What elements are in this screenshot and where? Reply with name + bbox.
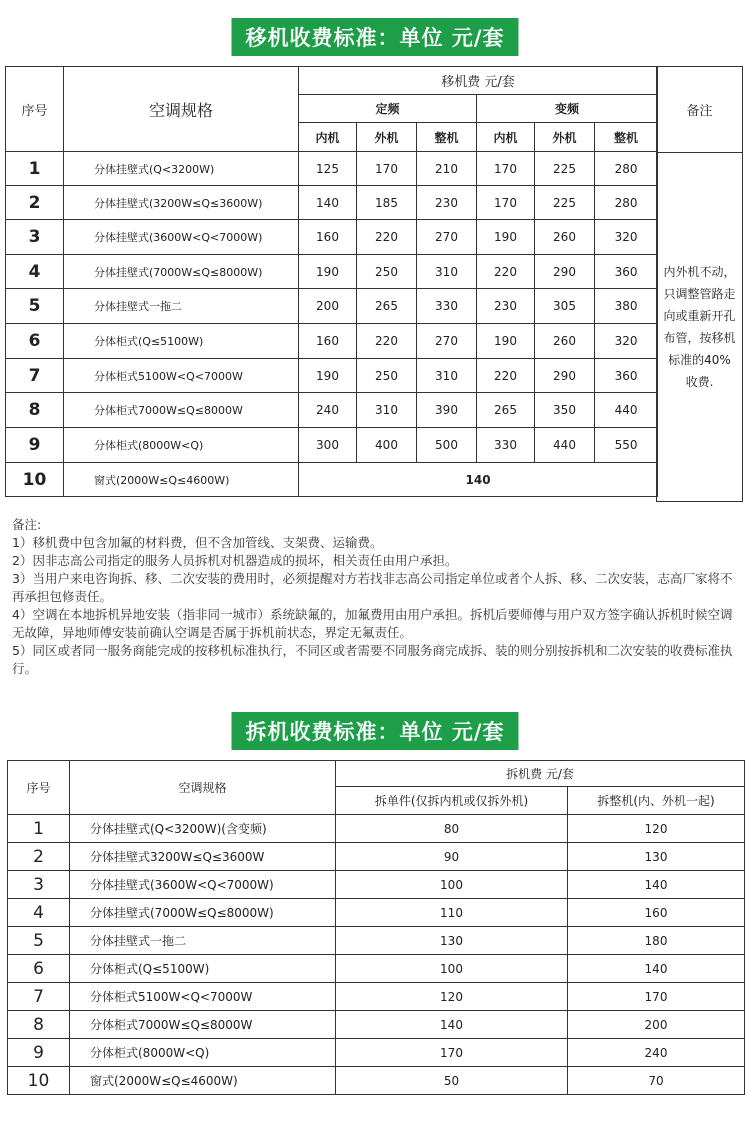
header-variable: 变频 (477, 95, 658, 123)
row-spec: 分体柜式7000W≤Q≤8000W (64, 393, 299, 428)
row-index: 10 (8, 1067, 70, 1095)
row-spec: 分体挂壁式(7000W≤Q≤8000W) (70, 899, 336, 927)
row-index: 3 (8, 871, 70, 899)
row-index: 9 (8, 1039, 70, 1067)
fixed-outdoor-fee: 185 (357, 186, 417, 220)
row-spec: 分体柜式(8000W<Q) (64, 428, 299, 463)
header-fixed-indoor: 内机 (299, 123, 357, 152)
variable-indoor-fee: 220 (477, 255, 535, 289)
whole-unit-fee: 130 (568, 843, 745, 871)
fixed-outdoor-fee: 250 (357, 359, 417, 393)
d-header-index: 序号 (8, 761, 70, 815)
whole-unit-fee: 120 (568, 815, 745, 843)
window-unit-fee: 140 (299, 463, 658, 497)
fixed-outdoor-fee: 265 (357, 289, 417, 324)
move-row (6, 220, 658, 255)
row-index: 5 (6, 289, 64, 324)
variable-indoor-fee: 330 (477, 428, 535, 463)
variable-outdoor-fee: 225 (535, 186, 595, 220)
move-row (6, 324, 658, 359)
variable-indoor-fee: 220 (477, 359, 535, 393)
dismantle-row (8, 1067, 745, 1095)
fixed-outdoor-fee: 170 (357, 152, 417, 186)
fixed-outdoor-fee: 250 (357, 255, 417, 289)
notes-title: 备注: (12, 517, 42, 532)
single-unit-fee: 80 (336, 815, 568, 843)
whole-unit-fee: 160 (568, 899, 745, 927)
row-index: 1 (8, 815, 70, 843)
note-item-5: 5）同区或者同一服务商能完成的按移机标准执行，不同区或者需要不同服务商完成拆、装的则分别按拆机和二次安装的收费标准执行。 (12, 643, 733, 676)
row-spec: 分体柜式5100W<Q<7000W (70, 983, 336, 1011)
variable-indoor-fee: 190 (477, 324, 535, 359)
dismantle-fee-table (7, 760, 745, 1095)
dismantle-row (8, 927, 745, 955)
row-spec: 分体柜式5100W<Q<7000W (64, 359, 299, 393)
row-spec: 分体挂壁式(7000W≤Q≤8000W) (64, 255, 299, 289)
variable-indoor-fee: 170 (477, 186, 535, 220)
move-fee-title: 移机收费标准：单位 元/套 (232, 18, 519, 56)
header-var-outdoor: 外机 (535, 123, 595, 152)
single-unit-fee: 170 (336, 1039, 568, 1067)
single-unit-fee: 140 (336, 1011, 568, 1039)
header-fixed-outdoor: 外机 (357, 123, 417, 152)
fixed-indoor-fee: 200 (299, 289, 357, 324)
fixed-whole-fee: 230 (417, 186, 477, 220)
row-index: 6 (8, 955, 70, 983)
variable-outdoor-fee: 350 (535, 393, 595, 428)
remark-text: 内外机不动，只调整管路走向或重新开孔布管，按移机标准的40%收费. (657, 153, 743, 502)
variable-outdoor-fee: 305 (535, 289, 595, 324)
fixed-whole-fee: 270 (417, 220, 477, 255)
move-row (6, 289, 658, 324)
header-var-whole: 整机 (595, 123, 658, 152)
single-unit-fee: 110 (336, 899, 568, 927)
header-index: 序号 (6, 67, 64, 152)
d-header-spec: 空调规格 (70, 761, 336, 815)
variable-whole-fee: 280 (595, 186, 658, 220)
single-unit-fee: 50 (336, 1067, 568, 1095)
row-spec: 分体挂壁式一拖二 (70, 927, 336, 955)
row-spec: 分体柜式(Q≤5100W) (64, 324, 299, 359)
single-unit-fee: 120 (336, 983, 568, 1011)
fixed-whole-fee: 270 (417, 324, 477, 359)
dismantle-row (8, 871, 745, 899)
fixed-indoor-fee: 190 (299, 255, 357, 289)
single-unit-fee: 90 (336, 843, 568, 871)
fixed-whole-fee: 390 (417, 393, 477, 428)
row-index: 4 (6, 255, 64, 289)
fixed-outdoor-fee: 400 (357, 428, 417, 463)
single-unit-fee: 100 (336, 871, 568, 899)
variable-outdoor-fee: 440 (535, 428, 595, 463)
variable-whole-fee: 550 (595, 428, 658, 463)
variable-outdoor-fee: 260 (535, 324, 595, 359)
single-unit-fee: 100 (336, 955, 568, 983)
move-row (6, 255, 658, 289)
note-item-4: 4）空调在本地拆机异地安装（指非同一城市）系统缺氟的，加氟费用由用户承担。拆机后要师傅与用户双方签字确认拆机时候空调无故障，异地师傅安装前确认空调是否属于拆机前状态，界定无氟责任。 (12, 607, 733, 640)
header-fixed: 定频 (299, 95, 477, 123)
variable-whole-fee: 320 (595, 220, 658, 255)
row-spec: 分体挂壁式(3200W≤Q≤3600W) (64, 186, 299, 220)
dismantle-row (8, 815, 745, 843)
row-index: 7 (6, 359, 64, 393)
row-spec: 分体柜式(Q≤5100W) (70, 955, 336, 983)
variable-whole-fee: 440 (595, 393, 658, 428)
fixed-indoor-fee: 160 (299, 220, 357, 255)
move-row (6, 393, 658, 428)
row-index: 8 (8, 1011, 70, 1039)
whole-unit-fee: 70 (568, 1067, 745, 1095)
whole-unit-fee: 140 (568, 955, 745, 983)
note-item-2: 2）因非志高公司指定的服务人员拆机对机器造成的损坏，相关责任由用户承担。 (12, 553, 458, 568)
row-index: 1 (6, 152, 64, 186)
row-index: 9 (6, 428, 64, 463)
whole-unit-fee: 180 (568, 927, 745, 955)
variable-indoor-fee: 230 (477, 289, 535, 324)
fixed-indoor-fee: 190 (299, 359, 357, 393)
variable-outdoor-fee: 225 (535, 152, 595, 186)
header-fee: 移机费 元/套 (299, 67, 658, 95)
single-unit-fee: 130 (336, 927, 568, 955)
variable-whole-fee: 360 (595, 359, 658, 393)
fixed-outdoor-fee: 220 (357, 324, 417, 359)
move-fee-table (5, 66, 658, 497)
row-spec: 分体挂壁式(Q<3200W) (64, 152, 299, 186)
row-spec: 分体柜式7000W≤Q≤8000W (70, 1011, 336, 1039)
row-spec: 窗式(2000W≤Q≤4600W) (70, 1067, 336, 1095)
whole-unit-fee: 200 (568, 1011, 745, 1039)
move-row (6, 152, 658, 186)
fixed-indoor-fee: 300 (299, 428, 357, 463)
row-index: 4 (8, 899, 70, 927)
row-spec: 分体挂壁式一拖二 (64, 289, 299, 324)
dismantle-row (8, 983, 745, 1011)
move-row (6, 186, 658, 220)
whole-unit-fee: 240 (568, 1039, 745, 1067)
fixed-whole-fee: 310 (417, 255, 477, 289)
fixed-indoor-fee: 240 (299, 393, 357, 428)
d-header-fee: 拆机费 元/套 (336, 761, 745, 787)
row-index: 2 (8, 843, 70, 871)
fixed-indoor-fee: 140 (299, 186, 357, 220)
header-fixed-whole: 整机 (417, 123, 477, 152)
row-index: 5 (8, 927, 70, 955)
header-spec: 空调规格 (64, 67, 299, 152)
row-index: 8 (6, 393, 64, 428)
fixed-whole-fee: 310 (417, 359, 477, 393)
d-header-single: 拆单件(仅拆内机或仅拆外机) (336, 787, 568, 815)
row-index: 3 (6, 220, 64, 255)
row-index: 7 (8, 983, 70, 1011)
dismantle-fee-title: 拆机收费标准：单位 元/套 (232, 712, 519, 750)
row-spec: 分体挂壁式(3600W<Q<7000W) (64, 220, 299, 255)
note-item-1: 1）移机费中包含加氟的材料费，但不含加管线、支架费、运输费。 (12, 535, 383, 550)
variable-outdoor-fee: 290 (535, 359, 595, 393)
row-index: 2 (6, 186, 64, 220)
fixed-indoor-fee: 125 (299, 152, 357, 186)
dismantle-row (8, 1011, 745, 1039)
row-spec: 分体挂壁式3200W≤Q≤3600W (70, 843, 336, 871)
variable-whole-fee: 320 (595, 324, 658, 359)
move-row (6, 359, 658, 393)
fixed-outdoor-fee: 220 (357, 220, 417, 255)
note-item-3: 3）当用户来电咨询拆、移、二次安装的费用时，必须提醒对方若找非志高公司指定单位或者个人拆、移、二次安装，志高厂家将不再承担包修责任。 (12, 571, 733, 604)
variable-outdoor-fee: 290 (535, 255, 595, 289)
row-spec: 分体挂壁式(Q<3200W)(含变频) (70, 815, 336, 843)
row-spec: 窗式(2000W≤Q≤4600W) (64, 463, 299, 497)
move-row (6, 463, 658, 497)
move-remark-table (656, 66, 743, 502)
dismantle-row (8, 843, 745, 871)
row-spec: 分体柜式(8000W<Q) (70, 1039, 336, 1067)
whole-unit-fee: 170 (568, 983, 745, 1011)
whole-unit-fee: 140 (568, 871, 745, 899)
dismantle-row (8, 955, 745, 983)
fixed-whole-fee: 210 (417, 152, 477, 186)
variable-whole-fee: 280 (595, 152, 658, 186)
dismantle-row (8, 1039, 745, 1067)
variable-indoor-fee: 170 (477, 152, 535, 186)
variable-indoor-fee: 265 (477, 393, 535, 428)
row-spec: 分体挂壁式(3600W<Q<7000W) (70, 871, 336, 899)
fixed-indoor-fee: 160 (299, 324, 357, 359)
notes-block (12, 516, 742, 678)
d-header-whole: 拆整机(内、外机一起) (568, 787, 745, 815)
move-row (6, 428, 658, 463)
variable-indoor-fee: 190 (477, 220, 535, 255)
fixed-whole-fee: 330 (417, 289, 477, 324)
fixed-whole-fee: 500 (417, 428, 477, 463)
fixed-outdoor-fee: 310 (357, 393, 417, 428)
dismantle-row (8, 899, 745, 927)
header-remark: 备注 (657, 67, 743, 153)
row-index: 10 (6, 463, 64, 497)
variable-outdoor-fee: 260 (535, 220, 595, 255)
row-index: 6 (6, 324, 64, 359)
header-var-indoor: 内机 (477, 123, 535, 152)
variable-whole-fee: 360 (595, 255, 658, 289)
variable-whole-fee: 380 (595, 289, 658, 324)
